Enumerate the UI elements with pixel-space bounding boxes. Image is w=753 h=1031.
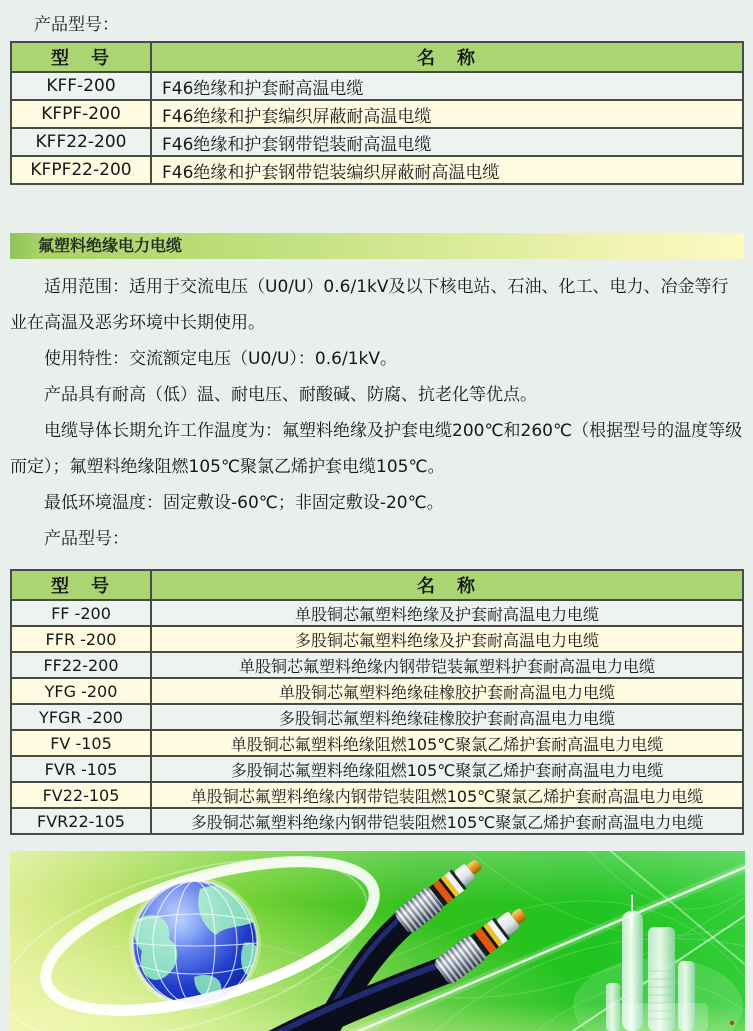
- table-row: [11, 652, 743, 678]
- name-cell: 多股铜芯氟塑料绝缘硅橡胶护套耐高温电力电缆: [151, 704, 743, 730]
- column-header-model: 型 号: [11, 570, 151, 600]
- model-cell: KFF-200: [11, 72, 151, 100]
- paragraph-usage: 使用特性：交流额定电压（U0/U）：0.6/1kV。: [44, 349, 397, 369]
- name-cell: F46绝缘和护套编织屏蔽耐高温电缆: [151, 100, 743, 128]
- name-cell: 单股铜芯氟塑料绝缘内钢带铠装氟塑料护套耐高温电力电缆: [151, 652, 743, 678]
- model-cell: FF22-200: [11, 652, 151, 678]
- column-header-name: 名 称: [151, 570, 743, 600]
- name-cell: F46绝缘和护套钢带铠装耐高温电缆: [151, 128, 743, 156]
- table-row: [11, 730, 743, 756]
- section-title: 氟塑料绝缘电力电缆: [38, 236, 183, 255]
- table-row: [11, 156, 743, 184]
- model-cell: FV -105: [11, 730, 151, 756]
- paragraph-temperature: 电缆导体长期允许工作温度为：氟塑料绝缘及护套电缆200℃和260℃（根据型号的温度等级而定）；氟塑料绝缘阻燃105℃聚氯乙烯护套电缆105℃。: [10, 421, 743, 477]
- table-row: [11, 600, 743, 626]
- banner-graphic: [10, 851, 745, 1031]
- name-cell: 多股铜芯氟塑料绝缘阻燃105℃聚氯乙烯护套耐高温电力电缆: [151, 756, 743, 782]
- table-row: [11, 756, 743, 782]
- model-cell: YFGR -200: [11, 704, 151, 730]
- paragraph-min-temp: 最低环境温度：固定敷设-60℃；非固定敷设-20℃。: [44, 493, 444, 513]
- model-cell: FFR -200: [11, 626, 151, 652]
- model-cell: FF -200: [11, 600, 151, 626]
- table-row: [11, 100, 743, 128]
- name-cell: 多股铜芯氟塑料绝缘及护套耐高温电力电缆: [151, 626, 743, 652]
- model-cell: KFPF-200: [11, 100, 151, 128]
- name-cell: 单股铜芯氟塑料绝缘硅橡胶护套耐高温电力电缆: [151, 678, 743, 704]
- red-mark: [730, 1021, 734, 1025]
- model-cell: FVR22-105: [11, 808, 151, 834]
- table-row: [11, 808, 743, 834]
- description-paragraphs: [10, 269, 744, 557]
- paragraph-scope: 适用范围：适用于交流电压（U0/U）0.6/1kV及以下核电站、石油、化工、电力、冶金等行业在高温及恶劣环境中长期使用。: [10, 277, 729, 333]
- f46-cable-model-table: [10, 41, 744, 185]
- table-row: [11, 678, 743, 704]
- column-header-model: 型 号: [11, 42, 151, 72]
- table-row: [11, 782, 743, 808]
- product-models-label: 产品型号：: [34, 15, 119, 35]
- column-header-name: 名 称: [151, 42, 743, 72]
- name-cell: 单股铜芯氟塑料绝缘内钢带铠装阻燃105℃聚氯乙烯护套耐高温电力电缆: [151, 782, 743, 808]
- table-row: [11, 72, 743, 100]
- model-cell: FV22-105: [11, 782, 151, 808]
- table-header-row: [11, 570, 743, 600]
- name-cell: F46绝缘和护套耐高温电缆: [151, 72, 743, 100]
- promo-banner-image: [10, 851, 745, 1031]
- power-cable-model-table: [10, 569, 744, 835]
- table-row: [11, 626, 743, 652]
- table-header-row: [11, 42, 743, 72]
- name-cell: 多股铜芯氟塑料绝缘内钢带铠装阻燃105℃聚氯乙烯护套耐高温电力电缆: [151, 808, 743, 834]
- paragraph-features: 产品具有耐高（低）温、耐电压、耐酸碱、防腐、抗老化等优点。: [44, 385, 537, 405]
- section-header: [10, 233, 744, 259]
- table-row: [11, 704, 743, 730]
- model-cell: YFG -200: [11, 678, 151, 704]
- name-cell: 单股铜芯氟塑料绝缘及护套耐高温电力电缆: [151, 600, 743, 626]
- table-row: [11, 128, 743, 156]
- name-cell: 单股铜芯氟塑料绝缘阻燃105℃聚氯乙烯护套耐高温电力电缆: [151, 730, 743, 756]
- model-cell: KFPF22-200: [11, 156, 151, 184]
- model-cell: KFF22-200: [11, 128, 151, 156]
- model-cell: FVR -105: [11, 756, 151, 782]
- name-cell: F46绝缘和护套钢带铠装编织屏蔽耐高温电缆: [151, 156, 743, 184]
- product-models-label-2: 产品型号：: [44, 529, 129, 549]
